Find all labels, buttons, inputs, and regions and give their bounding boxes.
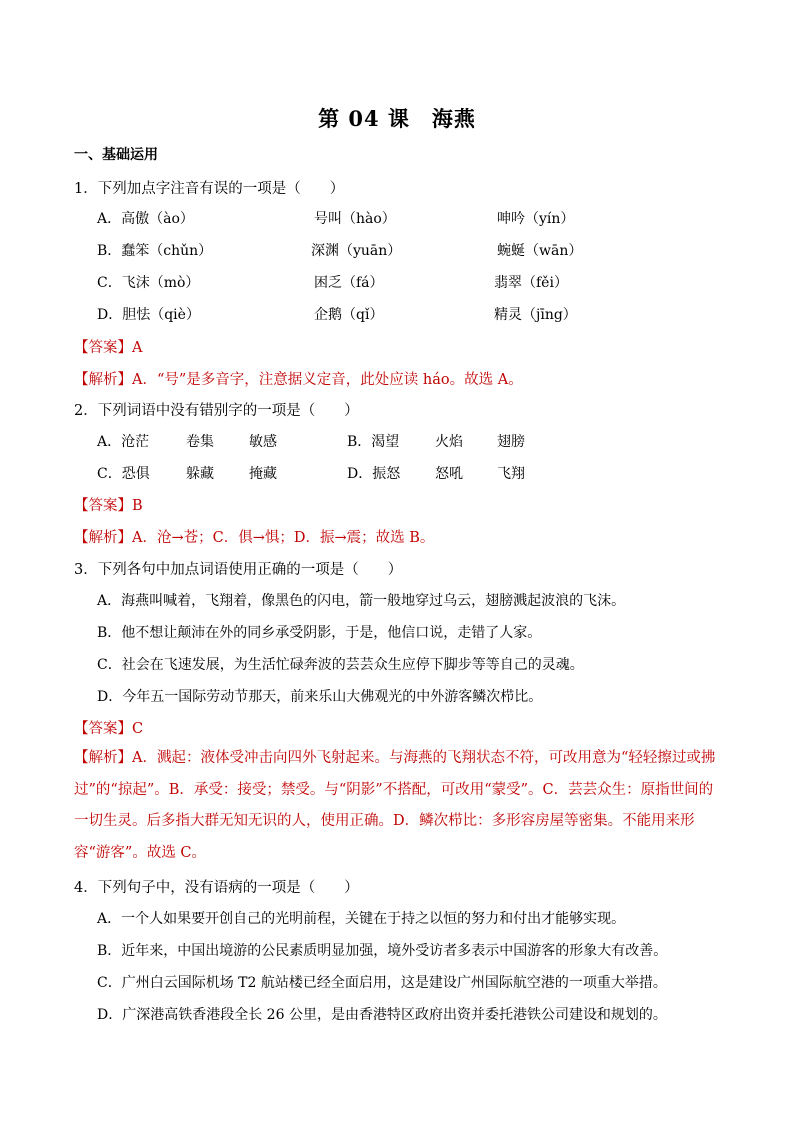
answer-value: B (132, 498, 143, 514)
q2-option: D．振怒 (347, 466, 401, 482)
q1-option: 精灵（jīng） (494, 307, 577, 323)
q3-option: C．社会在飞速发展，为生活忙碌奔波的芸芸众生应停下脚步等等自己的灵魂。 (97, 657, 584, 673)
q3-option: B．他不想让颠沛在外的同乡承受阴影，于是，他信口说，走错了人家。 (97, 625, 542, 641)
q1-option: 困乏（fá） (314, 275, 384, 291)
question-1-stem: 1．下列加点字注音有误的一项是（ ） (74, 181, 345, 197)
q4-option: B．近年来，中国出境游的公民素质明显加强，境外受访者多表示中国游客的形象大有改善。 (97, 943, 668, 959)
explanation-tag: 【解析】 (74, 530, 132, 546)
q3-answer (74, 717, 143, 738)
q1-answer (74, 336, 142, 357)
answer-tag: 【答案】 (74, 498, 132, 514)
q2-option: B．渴望 (347, 434, 400, 450)
explanation-tag: 【解析】 (74, 372, 132, 388)
explanation-text: A．沧→苍；C．俱→惧；D．振→震；故选 B。 (132, 530, 435, 546)
q1-option: 翡翠（fěi） (494, 275, 568, 291)
q2-option: C．恐俱 (97, 466, 150, 482)
q2-option: 飞翔 (497, 466, 525, 482)
q1-option: D．胆怯（qiè） (97, 307, 200, 323)
q2-option: 怒吼 (435, 466, 463, 482)
q2-option: 躲藏 (186, 466, 214, 482)
explanation-text: A．“号”是多音字，注意据义定音，此处应读 háo。故选 A。 (132, 372, 523, 388)
q2-option: 敏感 (249, 434, 277, 450)
explanation-tag: 【解析】 (74, 750, 132, 766)
q2-explanation (74, 526, 434, 547)
question-2-stem: 2．下列词语中没有错别字的一项是（ ） (74, 403, 359, 419)
q4-option: D．广深港高铁香港段全长 26 公里，是由香港特区政府出资并委托港铁公司建设和规划的。 (97, 1007, 667, 1023)
answer-value: C (132, 721, 144, 737)
page-title: 第 04 课 海燕 (318, 106, 476, 131)
q1-option: 呻吟（yín） (497, 211, 575, 227)
q2-option: A．沧茫 (97, 434, 150, 450)
q3-explanation (74, 743, 724, 869)
question-3-stem: 3．下列各句中加点词语使用正确的一项是（ ） (74, 562, 403, 578)
explanation-text: A．溅起：液体受冲击向四外飞射起来。与海燕的飞翔状态不符，可改用意为“轻轻擦过或拂过”的“掠起”。B．承受：接受；禁受。与“阴影”不搭配，可改用“蒙受”。C．芸芸众生：原指世间的一切生灵。后多指大群无知无识的人，使用正确。D．鳞次栉比：多形容房屋等密集。不能用来形容“游客”。故选 C。 (74, 750, 716, 861)
q1-explanation (74, 368, 523, 389)
q1-option: A．高傲（ào） (97, 211, 194, 227)
q1-option: 号叫（hào） (314, 211, 396, 227)
q1-option: 企鹅（qǐ） (314, 307, 384, 323)
q2-option: 掩藏 (249, 466, 277, 482)
q4-option: C．广州白云国际机场 T2 航站楼已经全面启用，这是建设广州国际航空港的一项重大举措。 (97, 975, 667, 991)
answer-value: A (132, 340, 143, 356)
q1-option: 蜿蜒（wān） (497, 243, 583, 259)
q1-option: C．飞沫（mò） (97, 275, 200, 291)
question-4-stem: 4．下列句子中，没有语病的一项是（ ） (74, 880, 359, 896)
q3-option: D．今年五一国际劳动节那天，前来乐山大佛观光的中外游客鳞次栉比。 (97, 689, 543, 705)
q2-option: 翅膀 (497, 434, 525, 450)
answer-tag: 【答案】 (74, 340, 132, 356)
q1-option: B．蠢笨（chǔn） (97, 243, 213, 259)
q3-option: A．海燕叫喊着，飞翔着，像黑色的闪电，箭一般地穿过乌云，翅膀溅起波浪的飞沫。 (97, 593, 626, 609)
q1-option: 深渊（yuān） (311, 243, 402, 259)
answer-tag: 【答案】 (74, 721, 132, 737)
q2-answer (74, 494, 143, 515)
section-heading: 一、基础运用 (74, 147, 158, 163)
q4-option: A．一个人如果要开创自己的光明前程，关键在于持之以恒的努力和付出才能够实现。 (97, 911, 626, 927)
q2-option: 卷集 (186, 434, 214, 450)
q2-option: 火焰 (435, 434, 463, 450)
